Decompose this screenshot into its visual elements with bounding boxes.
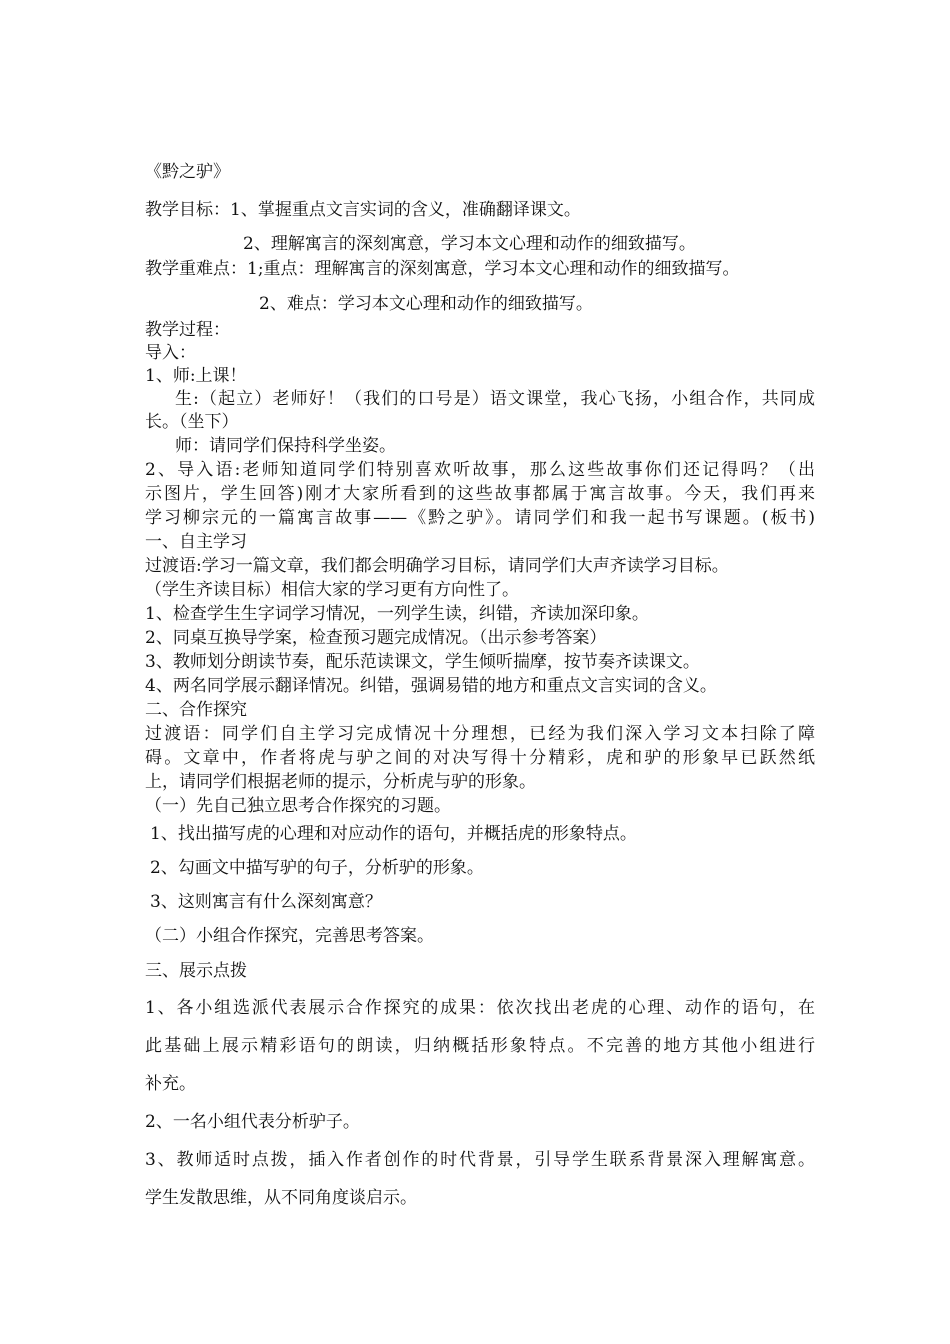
text-line: 生:（起立）老师好！（我们的口号是）语文课堂，我心飞扬，小组合作，共同成 — [175, 389, 815, 409]
section-heading: 二、合作探究 — [145, 700, 247, 720]
text-line: 1、各小组选派代表展示合作探究的成果：依次找出老虎的心理、动作的语句，在 — [145, 998, 815, 1018]
text-line: 2、勾画文中描写驴的句子，分析驴的形象。 — [150, 858, 484, 878]
text-line: 教学重难点：1;重点：理解寓言的深刻寓意，学习本文心理和动作的细致描写。 — [145, 259, 740, 279]
text-line: （二）小组合作探究，完善思考答案。 — [145, 926, 434, 946]
text-line: 补充。 — [145, 1074, 196, 1094]
text-line: 过渡语：同学们自主学习完成情况十分理想，已经为我们深入学习文本扫除了障 — [145, 724, 815, 744]
text-line: 示图片，学生回答)刚才大家所看到的这些故事都属于寓言故事。今天，我们再来 — [145, 484, 815, 504]
text-line: 教学过程： — [145, 320, 230, 340]
text-line: （学生齐读目标）相信大家的学习更有方向性了。 — [145, 580, 519, 600]
text-line: （一）先自己独立思考合作探究的习题。 — [145, 796, 451, 816]
text-line: 导入： — [145, 343, 196, 363]
text-line: 3、教师适时点拨，插入作者创作的时代背景，引导学生联系背景深入理解寓意。 — [145, 1150, 815, 1170]
text-line: 师：请同学们保持科学坐姿。 — [175, 436, 396, 456]
text-line: 2、难点：学习本文心理和动作的细致描写。 — [259, 294, 593, 314]
text-line: 长。（坐下） — [145, 412, 239, 432]
text-line: 2、同桌互换导学案，检查预习题完成情况。（出示参考答案） — [145, 628, 607, 648]
text-line: 上，请同学们根据老师的提示，分析虎与驴的形象。 — [145, 772, 536, 792]
text-line: 学生发散思维，从不同角度谈启示。 — [145, 1188, 417, 1208]
document-title: 《黔之驴》 — [145, 162, 230, 182]
text-line: 学习柳宗元的一篇寓言故事——《黔之驴》。请同学们和我一起书写课题。(板书) — [145, 508, 815, 528]
text-line: 此基础上展示精彩语句的朗读，归纳概括形象特点。不完善的地方其他小组进行 — [145, 1036, 815, 1056]
text-line: 碍。文章中，作者将虎与驴之间的对决写得十分精彩，虎和驴的形象早已跃然纸 — [145, 748, 815, 768]
section-heading: 三、展示点拨 — [145, 961, 247, 981]
text-line: 1、师:上课！ — [145, 366, 247, 386]
text-line: 1、检查学生生字词学习情况，一列学生读，纠错，齐读加深印象。 — [145, 604, 649, 624]
text-line: 1、找出描写虎的心理和对应动作的语句，并概括虎的形象特点。 — [150, 824, 637, 844]
text-line: 3、这则寓言有什么深刻寓意？ — [150, 892, 382, 912]
text-line: 3、教师划分朗读节奏，配乐范读课文，学生倾听揣摩，按节奏齐读课文。 — [145, 652, 700, 672]
text-line: 2、理解寓言的深刻寓意，学习本文心理和动作的细致描写。 — [243, 234, 696, 254]
text-line: 2、导入语:老师知道同学们特别喜欢听故事，那么这些故事你们还记得吗？（出 — [145, 460, 815, 480]
text-line: 过渡语:学习一篇文章，我们都会明确学习目标，请同学们大声齐读学习目标。 — [145, 556, 729, 576]
text-line: 4、两名同学展示翻译情况。纠错，强调易错的地方和重点文言实词的含义。 — [145, 676, 717, 696]
section-heading: 一、自主学习 — [145, 532, 247, 552]
text-line: 2、一名小组代表分析驴子。 — [145, 1112, 360, 1132]
text-line: 教学目标：1、掌握重点文言实词的含义，准确翻译课文。 — [145, 200, 581, 220]
